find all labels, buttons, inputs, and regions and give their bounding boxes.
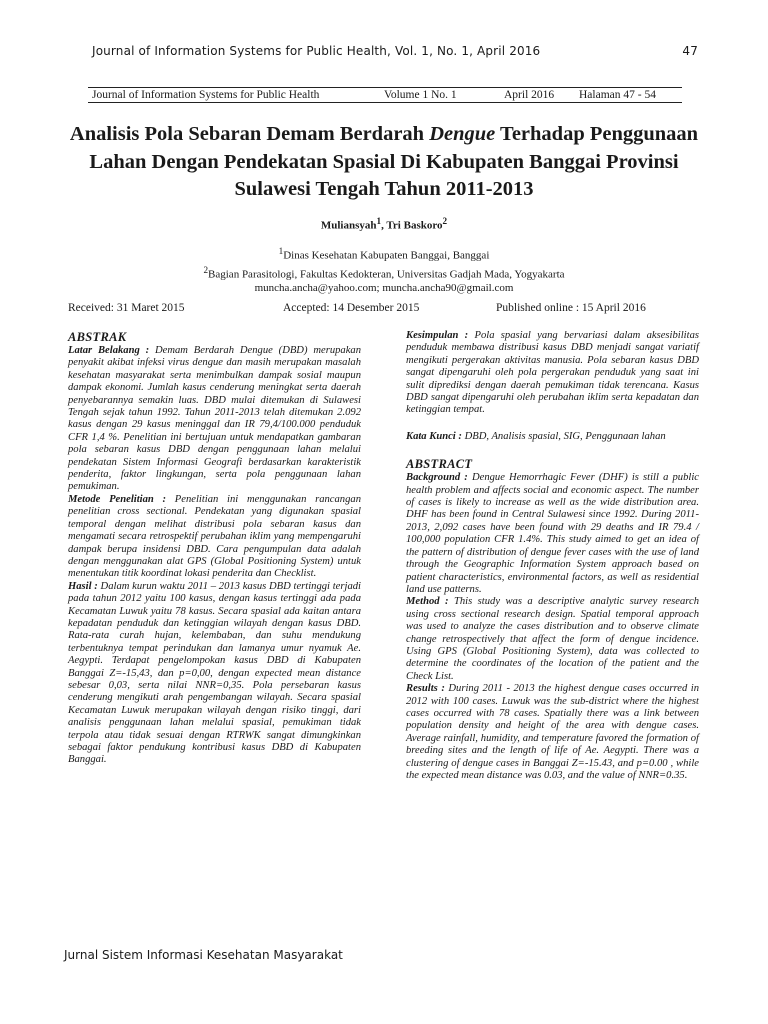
results-label: Results :	[406, 683, 445, 695]
affiliation-2-sup: 2	[203, 264, 209, 275]
spacer	[406, 417, 699, 431]
affiliation-1-text: Dinas Kesehatan Kabupaten Banggai, Banggai	[283, 249, 490, 262]
abstract-heading: ABSTRACT	[406, 457, 473, 472]
hasil-paragraph	[68, 581, 361, 767]
running-header-journal: Journal of Information Systems for Public Health, Vol. 1, No. 1, April 2016	[92, 44, 541, 58]
kata-kunci-paragraph	[406, 431, 699, 443]
received-date: Received: 31 Maret 2015	[68, 302, 185, 314]
kata-kunci-text: DBD, Analisis spasial, SIG, Penggunaan lahan	[461, 430, 666, 442]
affiliation-1	[64, 244, 704, 263]
background-text: Dengue Hemorrhagic Fever (DHF) is still a public health problem and affects social and economic aspect. The number of cases is likely to increase as well as the wide distribution area. DHF has been found in Central Sulawesi since 1992. During 2011-2013, 2,092 cases have been found with 29 deaths and IR 79.4 / 100,000 population CFR 1.4%. This study aimed to get an idea of the pattern of distribution of dengue fever cases with the use of land through the Geographic Information System approach based on patient characteristics, environmental factors, as well as residential land use patterns.	[406, 472, 699, 595]
latar-belakang-label: Latar Belakang :	[68, 345, 150, 356]
metode-text: Penelitian ini menggunakan rancangan penelitian cross sectional. Pendekatan yang digunakan spasial temporal dengan melihat distribusi pola sebaran kasus dan mengamati secara retrospektif perubahan iklim yang mempengaruhi dampak berupa insidensi DBD. Cara pengumpulan data adalah dengan menggunakan alat GPS (Global Positioning System) untuk menentukan titik koordinat lokasi penderita dan Checklist.	[68, 493, 361, 580]
kata-kunci-label: Kata Kunci :	[406, 430, 462, 442]
masthead-volume: Volume 1 No. 1	[384, 89, 457, 101]
latar-belakang-paragraph	[68, 345, 361, 494]
background-label: Background :	[406, 472, 468, 484]
affiliation-2	[64, 263, 704, 282]
kesimpulan-label: Kesimpulan :	[406, 330, 469, 341]
hasil-label: Hasil :	[68, 580, 98, 592]
masthead-pages: Halaman 47 - 54	[579, 89, 656, 101]
kesimpulan-paragraph	[406, 330, 699, 417]
results-paragraph	[406, 683, 699, 782]
abstrak-column	[68, 330, 361, 767]
author-1-sup: 1	[376, 216, 382, 226]
author-2: Tri Baskoro	[386, 219, 443, 232]
method-paragraph	[406, 596, 699, 683]
kesimpulan-text: Pola spasial yang bervariasi dalam aksesibilitas penduduk membawa distribusi kasus DBD menjadi sangat variatif mengikuti pergerakan aktivitas manusia. Pola sebaran kasus DBD sangat dipengaruhi oleh pola pergerakan penduduk yang saat ini sulit diprediksi dengan daerah pemukiman tidak terencana. Kasus DBD sangat dipengaruhi oleh perubahan iklim serta kepadatan dan ketinggian tempat.	[406, 330, 699, 416]
running-header	[92, 44, 698, 58]
title-part-1: Analisis Pola Sebaran Demam Berdarah	[69, 123, 430, 145]
abstrak-heading: ABSTRAK	[68, 330, 127, 344]
author-list	[64, 216, 704, 232]
method-label: Method :	[406, 596, 449, 608]
affiliations	[64, 244, 704, 295]
published-date: Published online : 15 April 2016	[496, 302, 646, 314]
metode-paragraph	[68, 494, 361, 581]
hasil-text: Dalam kurun waktu 2011 – 2013 kasus DBD tertinggi terjadi pada tahun 2012 yaitu 100 kasus, dengan kasus tertinggi ada pada Kecamatan Luwuk yaitu 78 kasus. Secara spasial ada kaitan antara kepadatan penduduk dan ketinggian wilayah dengan kasus DBD. Rata-rata curah hujan, kelembaban, dan suhu mendukung terbentuknya tempat perindukan dan lamanya umur nyamuk Ae. Aegypti. Terdapat pengelompokan kasus DBD di Kabupaten Banggai Z=-15,43, dan p=0,00, dengan expected mean distance sebesar 0,03, serta nilai NNR=0,35. Pola persebaran kasus cenderung mengikuti arah pengembangan wilayah. Secara spasial Kecamatan Luwuk merupakan wilayah dengan risiko tinggi, dari analisis penggunaan lahan melalui spasial, pemukiman tidak terpola atau tidak sesuai dengan RTRWK sangat dimungkinkan sebagai faktor pendukung kontribusi kasus DBD di Kabupaten Banggai.	[68, 580, 361, 766]
page-number: 47	[682, 44, 698, 58]
metode-label: Metode Penelitian :	[68, 493, 167, 505]
abstract-column	[406, 330, 699, 782]
background-paragraph	[406, 472, 699, 596]
masthead-journal: Journal of Information Systems for Public Health	[92, 89, 320, 101]
title-italic-dengue: Dengue	[429, 123, 496, 145]
title-part-2: Terhadap Penggunaan Lahan Dengan Pendekatan Spasial Di Kabupaten Banggai Provinsi Sulawesi Tengah Tahun 2011-2013	[89, 123, 699, 200]
author-1: Muliansyah	[320, 219, 377, 232]
affiliation-2-text: Bagian Parasitologi, Fakultas Kedokteran, Universitas Gadjah Mada, Yogyakarta	[208, 268, 565, 281]
results-text: During 2011 - 2013 the highest dengue cases occurred in 2012 with 100 cases. Luwuk was the sub-district where the highest cases occurred with 78 cases. Spatially there was a link between population density and height of the area with dengue cases. Average rainfall, humidity, and temperature favored the formation of breeding sites and the length of life of Ae. Aegypti. There was a clustering of dengue cases in Banggai Z=-15.43, and p=0.00 , while the expected mean distance was 0.03, and the value of NNR=0.35.	[406, 683, 700, 781]
article-title	[64, 121, 704, 204]
author-2-sup: 2	[442, 216, 448, 226]
page-footer: Jurnal Sistem Informasi Kesehatan Masyarakat	[64, 948, 343, 962]
masthead	[88, 87, 682, 103]
spacer	[406, 443, 699, 457]
author-email: muncha.ancha@yahoo.com; muncha.ancha90@gmail.com	[254, 282, 514, 295]
author-separator: ,	[381, 219, 387, 232]
masthead-date: April 2016	[504, 89, 555, 101]
method-text: This study was a descriptive analytic survey research using cross sectional research design. Spatial temporal approach was used to analyze the cases distribution and to observe climate change retrospectively that affect the form of dengue incidence. Using GPS (Global Positioning System), data was collected to determine the coordinates of the location of the patient and the Check List.	[406, 596, 699, 682]
accepted-date: Accepted: 14 Desember 2015	[283, 302, 420, 314]
latar-belakang-text: Demam Berdarah Dengue (DBD) merupakan penyakit akibat infeksi virus dengue dan masih merupakan masalah kesehatan masyarakat serta menimbulkan dampak sosial maupun dampak ekonomi. Jumlah kasus cenderung meningkat serta daerah penyebarannya semakin luas. DBD mulai ditemukan di Sulawesi Tengah sejak tahun 1992. Tahun 2011-2013 telah ditemukan 2.092 kasus dengan 29 kasus meninggal dan IR 79,4/100.000 penduduk CFR 1,4 %. Penelitian ini bertujuan untuk mendapatkan gambaran pola sebaran kasus DBD dengan penggunaan lahan melalui pendekatan Sistem Informasi Geografi berdasarkan karakteristik penderita, faktor lingkungan, serta pola penggunaan lahan pemukiman.	[68, 345, 362, 493]
affiliation-1-sup: 1	[278, 246, 284, 256]
